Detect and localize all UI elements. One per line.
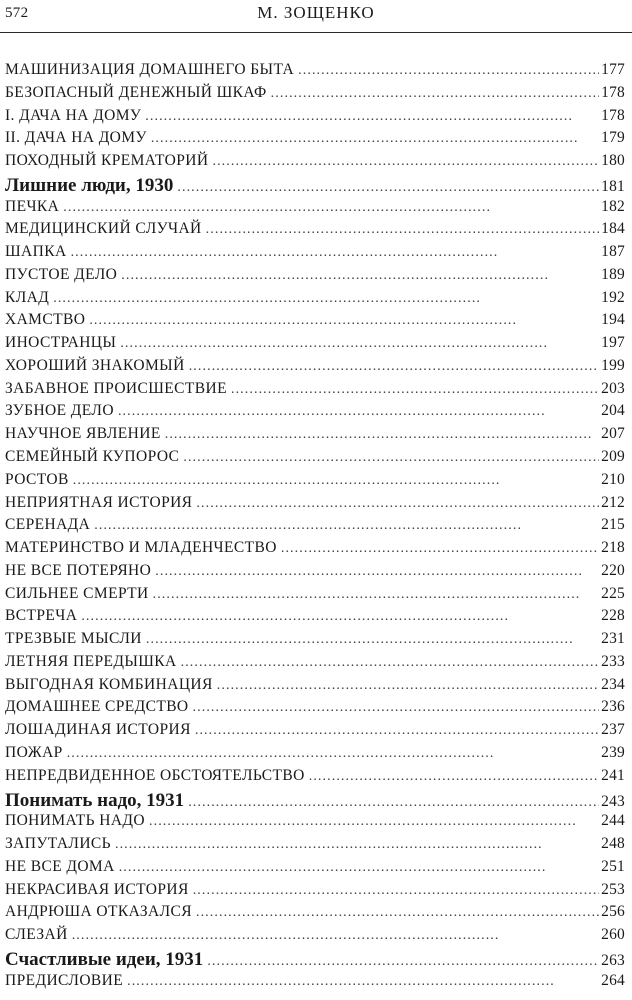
toc-entry-title: ВСТРЕЧА xyxy=(5,607,78,625)
toc-section-heading xyxy=(5,175,625,198)
toc-entry xyxy=(5,698,625,721)
toc-entry xyxy=(5,357,625,380)
dot-leader xyxy=(181,655,600,671)
toc-entry xyxy=(5,585,625,608)
toc-entry-page: 189 xyxy=(601,265,625,283)
toc-entry xyxy=(5,266,625,289)
toc-entry xyxy=(5,220,625,243)
toc-entry-page: 184 xyxy=(601,220,625,238)
dot-leader xyxy=(149,814,599,830)
toc-entry-page: 194 xyxy=(601,311,625,329)
toc-entry-title: ИНОСТРАНЦЫ xyxy=(5,334,117,352)
toc-entry-title: НЕКРАСИВАЯ ИСТОРИЯ xyxy=(5,880,189,898)
toc-entry-title: НАУЧНОЕ ЯВЛЕНИЕ xyxy=(5,425,161,443)
toc-entry-page: 253 xyxy=(601,880,625,898)
toc-entry-page: 218 xyxy=(601,539,625,557)
toc-entry-title: ЗАБАВНОЕ ПРОИСШЕСТВИЕ xyxy=(5,379,227,397)
dot-leader xyxy=(188,795,599,811)
toc-entry xyxy=(5,676,625,699)
dot-leader xyxy=(177,180,599,196)
toc-section-heading xyxy=(5,949,625,972)
toc-entry xyxy=(5,152,625,175)
dot-leader xyxy=(155,564,599,580)
dot-leader xyxy=(183,450,599,466)
toc-entry-title: СЕМЕЙНЫЙ КУПОРОС xyxy=(5,448,180,466)
dot-leader xyxy=(165,427,599,443)
toc-entry xyxy=(5,448,625,471)
toc-entry xyxy=(5,425,625,448)
toc-entry-title: ХАМСТВО xyxy=(5,311,86,329)
toc-entry xyxy=(5,107,625,130)
toc-entry-title: ПЕЧКА xyxy=(5,197,60,215)
toc-entry-page: 209 xyxy=(601,448,625,466)
dot-leader xyxy=(71,245,600,261)
dot-leader xyxy=(212,154,599,170)
dot-leader xyxy=(89,313,599,329)
toc-entry-title: ТРЕЗВЫЕ МЫСЛИ xyxy=(5,630,142,648)
dot-leader xyxy=(206,222,600,238)
toc-entry-page: 204 xyxy=(601,402,625,420)
toc-entry xyxy=(5,334,625,357)
toc-entry-title: СЕРЕНАДА xyxy=(5,516,91,534)
dot-leader xyxy=(73,473,599,489)
toc-entry xyxy=(5,881,625,904)
toc-entry-page: 239 xyxy=(601,743,625,761)
toc-entry-title: МАТЕРИНСТВО И МЛАДЕНЧЕСТВО xyxy=(5,539,277,557)
toc-entry-page: 233 xyxy=(601,652,625,670)
dot-leader xyxy=(193,700,600,716)
toc-entry-page: 241 xyxy=(601,766,625,784)
toc-entry-page: 231 xyxy=(601,630,625,648)
toc-entry-page: 263 xyxy=(601,951,625,969)
toc-entry-title: СИЛЬНЕЕ СМЕРТИ xyxy=(5,584,149,602)
toc-entry-page: 178 xyxy=(601,83,625,101)
toc-entry xyxy=(5,903,625,926)
dot-leader xyxy=(72,928,599,944)
toc-entry xyxy=(5,494,625,517)
toc-entry-page: 212 xyxy=(601,493,625,511)
dot-leader xyxy=(151,131,599,147)
toc-entry-page: 192 xyxy=(601,288,625,306)
toc-entry-page: 256 xyxy=(601,903,625,921)
toc-entry xyxy=(5,767,625,790)
toc-entry xyxy=(5,630,625,653)
dot-leader xyxy=(67,746,599,762)
toc-entry xyxy=(5,61,625,84)
dot-leader xyxy=(115,837,599,853)
toc-entry xyxy=(5,311,625,334)
toc-entry-title: СЛЕЗАЙ xyxy=(5,926,68,944)
toc-entry-page: 220 xyxy=(601,561,625,579)
dot-leader xyxy=(195,723,599,739)
toc-entry-page: 234 xyxy=(601,675,625,693)
toc-entry xyxy=(5,243,625,266)
toc-entry-title: ЗУБНОЕ ДЕЛО xyxy=(5,402,114,420)
toc-entry-title: НЕПРЕДВИДЕННОЕ ОБСТОЯТЕЛЬСТВО xyxy=(5,766,305,784)
dot-leader xyxy=(145,109,599,125)
toc-entry-title: РОСТОВ xyxy=(5,470,69,488)
toc-entry-page: 178 xyxy=(601,106,625,124)
toc-entry-title: МАШИНИЗАЦИЯ ДОМАШНЕГО БЫТА xyxy=(5,61,295,78)
toc-entry xyxy=(5,972,625,995)
toc-entry-title: НЕ ВСЕ ПОТЕРЯНО xyxy=(5,561,152,579)
toc-entry-title: Счастливые идеи, 1931 xyxy=(5,948,204,970)
toc-entry-title: Понимать надо, 1931 xyxy=(5,789,185,811)
toc-entry xyxy=(5,812,625,835)
toc-entry-page: 244 xyxy=(601,812,625,830)
toc-entry-title: ШАПКА xyxy=(5,243,67,261)
toc-entry-page: 181 xyxy=(601,177,625,195)
dot-leader xyxy=(298,63,599,79)
running-title: М. ЗОЩЕНКО xyxy=(257,3,375,22)
dot-leader xyxy=(120,336,599,352)
dot-leader xyxy=(81,609,599,625)
toc-entry-title: ЛОШАДИНАЯ ИСТОРИЯ xyxy=(5,721,191,739)
dot-leader xyxy=(193,883,599,899)
dot-leader xyxy=(63,200,599,216)
toc-entry xyxy=(5,607,625,630)
toc-entry-title: БЕЗОПАСНЫЙ ДЕНЕЖНЫЙ ШКАФ xyxy=(5,83,267,101)
toc-entry-page: 236 xyxy=(601,698,625,716)
dot-leader xyxy=(119,860,599,876)
toc-entry-title: МЕДИЦИНСКИЙ СЛУЧАЙ xyxy=(5,220,202,238)
dot-leader xyxy=(121,268,599,284)
toc-entry-page: 199 xyxy=(601,356,625,374)
toc-entry-title: ПОХОДНЫЙ КРЕМАТОРИЙ xyxy=(5,152,209,170)
dot-leader xyxy=(196,496,599,512)
dot-leader xyxy=(146,632,599,648)
toc-entry-title: АНДРЮША ОТКАЗАЛСЯ xyxy=(5,903,192,921)
toc-entry-page: 179 xyxy=(601,129,625,147)
toc-entry-title: Лишние люди, 1930 xyxy=(5,174,174,196)
toc-entry xyxy=(5,516,625,539)
toc-entry xyxy=(5,289,625,312)
dot-leader xyxy=(207,954,599,970)
dot-leader xyxy=(127,974,599,990)
toc-entry-page: 248 xyxy=(601,835,625,853)
toc-entry xyxy=(5,653,625,676)
dot-leader xyxy=(231,382,599,398)
toc-entry-title: ЛЕТНЯЯ ПЕРЕДЫШКА xyxy=(5,652,177,670)
toc-entry xyxy=(5,198,625,221)
dot-leader xyxy=(281,541,599,557)
toc-section-heading xyxy=(5,790,625,813)
toc-entry-page: 225 xyxy=(601,584,625,602)
toc-entry-title: ЗАПУТАЛИСЬ xyxy=(5,835,111,853)
toc-entry-title: ПОЖАР xyxy=(5,743,63,761)
toc-entry-page: 177 xyxy=(601,61,625,78)
toc-entry-page: 197 xyxy=(601,334,625,352)
toc-entry-title: КЛАД xyxy=(5,288,50,306)
toc-entry xyxy=(5,721,625,744)
toc-entry-title: ПУСТОЕ ДЕЛО xyxy=(5,265,118,283)
toc-entry xyxy=(5,129,625,152)
toc-entry-title: ХОРОШИЙ ЗНАКОМЫЙ xyxy=(5,356,185,374)
toc-entry-title: I. ДАЧА НА ДОМУ xyxy=(5,106,142,124)
toc-entry-page: 228 xyxy=(601,607,625,625)
toc-entry xyxy=(5,471,625,494)
toc-entry xyxy=(5,744,625,767)
dot-leader xyxy=(94,518,599,534)
toc-entry-title: ДОМАШНЕЕ СРЕДСТВО xyxy=(5,698,189,716)
toc-entry-page: 203 xyxy=(601,379,625,397)
toc-entry-page: 187 xyxy=(601,243,625,261)
toc-entry-page: 182 xyxy=(601,197,625,215)
dot-leader xyxy=(271,86,599,102)
table-of-contents xyxy=(5,61,625,994)
page-number: 572 xyxy=(5,5,29,21)
dot-leader xyxy=(309,769,599,785)
toc-entry-page: 260 xyxy=(601,926,625,944)
toc-entry-title: НЕПРИЯТНАЯ ИСТОРИЯ xyxy=(5,493,193,511)
dot-leader xyxy=(189,359,599,375)
toc-entry xyxy=(5,835,625,858)
dot-leader xyxy=(153,587,600,603)
dot-leader xyxy=(196,905,599,921)
toc-entry-title: ПОНИМАТЬ НАДО xyxy=(5,812,145,830)
toc-entry-page: 207 xyxy=(601,425,625,443)
dot-leader xyxy=(118,404,599,420)
toc-entry xyxy=(5,84,625,107)
toc-entry-title: II. ДАЧА НА ДОМУ xyxy=(5,129,147,147)
toc-entry-page: 210 xyxy=(601,470,625,488)
toc-entry-page: 215 xyxy=(601,516,625,534)
toc-entry xyxy=(5,539,625,562)
toc-entry-title: ВЫГОДНАЯ КОМБИНАЦИЯ xyxy=(5,675,213,693)
toc-entry-page: 251 xyxy=(601,857,625,875)
toc-entry-page: 180 xyxy=(601,152,625,170)
toc-entry-page: 243 xyxy=(601,792,625,810)
toc-entry-page: 264 xyxy=(601,971,625,989)
toc-entry xyxy=(5,402,625,425)
toc-entry xyxy=(5,926,625,949)
toc-entry xyxy=(5,858,625,881)
page-header xyxy=(0,0,632,33)
toc-entry-page: 237 xyxy=(601,721,625,739)
dot-leader xyxy=(53,291,599,307)
dot-leader xyxy=(217,678,599,694)
toc-entry-title: НЕ ВСЕ ДОМА xyxy=(5,857,115,875)
toc-entry xyxy=(5,562,625,585)
toc-entry-title: ПРЕДИСЛОВИЕ xyxy=(5,971,124,989)
toc-entry xyxy=(5,380,625,403)
